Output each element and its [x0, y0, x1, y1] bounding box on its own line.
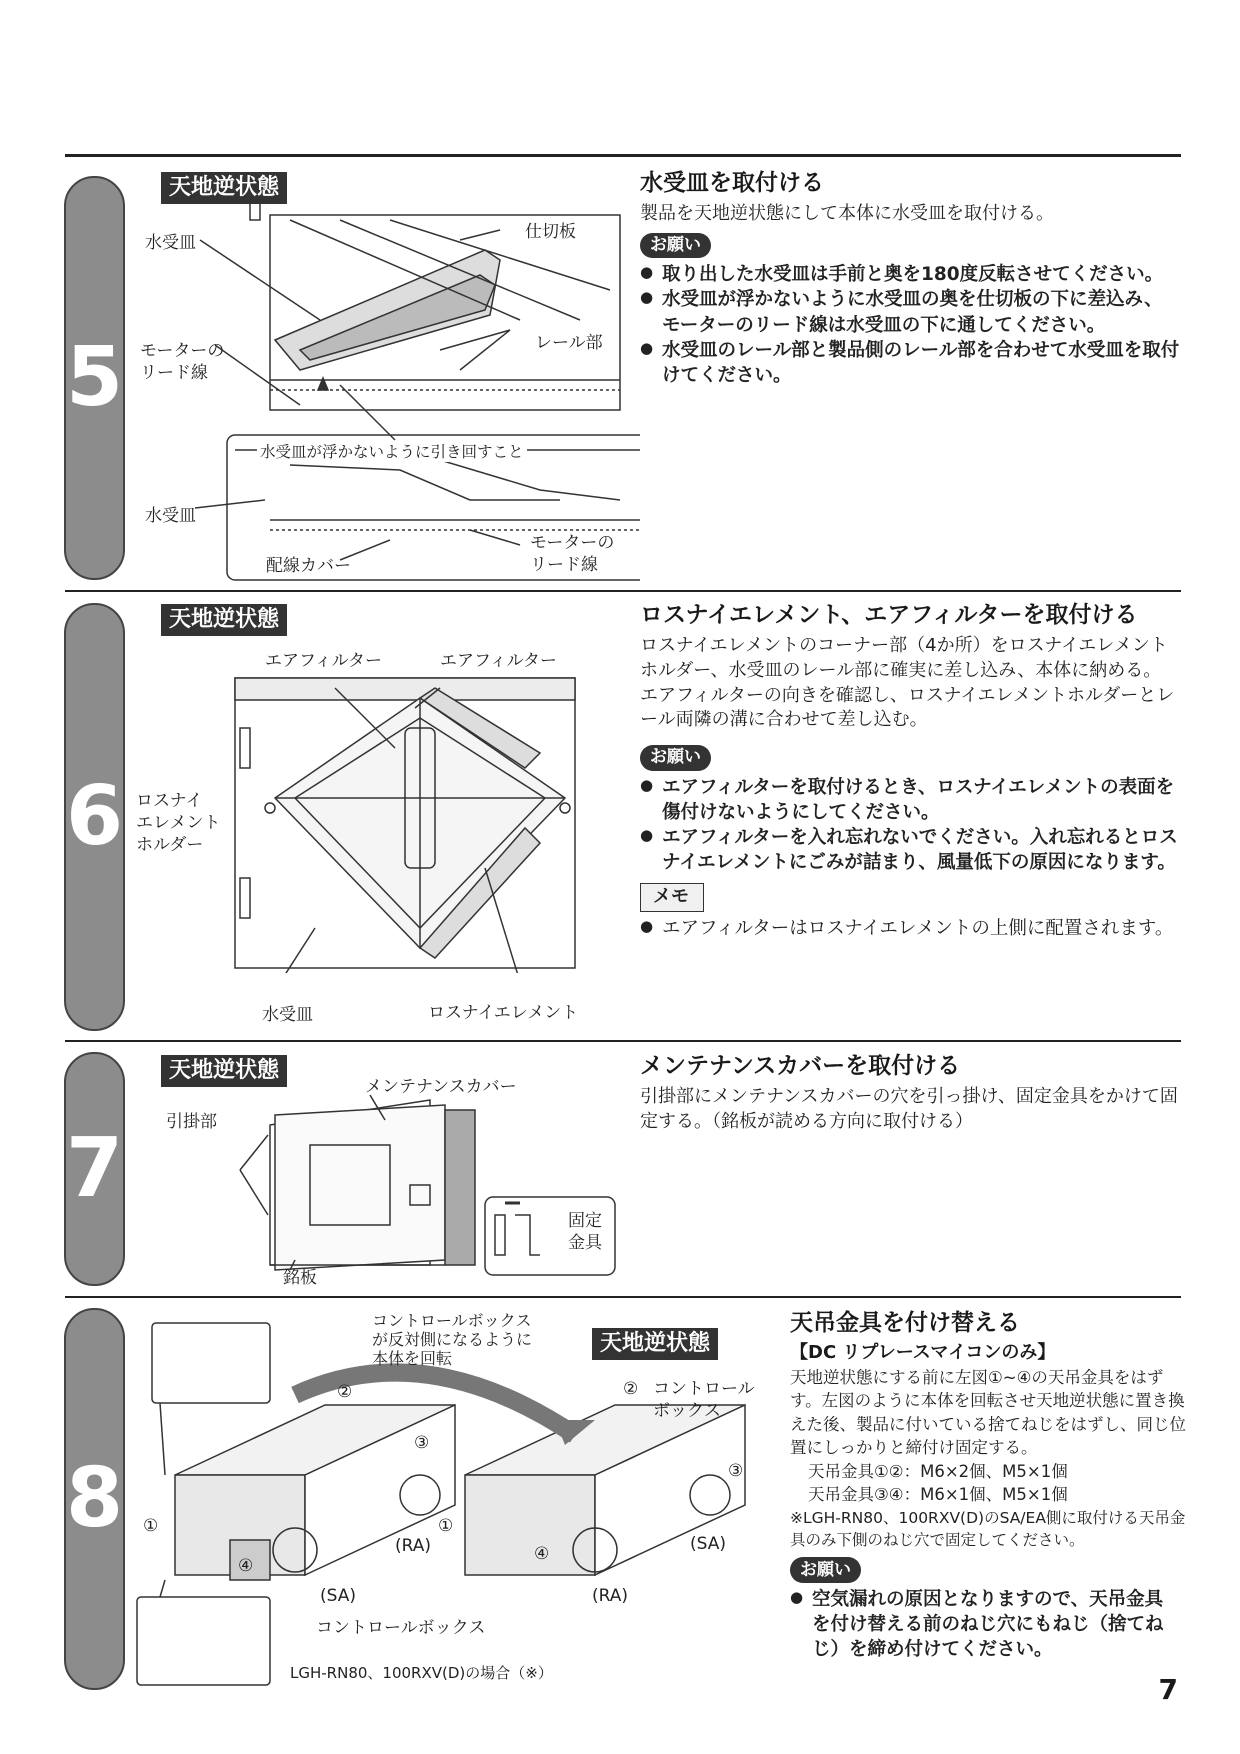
marker-4-right: ④ [534, 1544, 550, 1564]
label-water-tray: 水受皿 [145, 233, 196, 253]
request-badge: お願い [790, 1557, 861, 1583]
step-8-title: 天吊金具を付け替える [790, 1310, 1020, 1336]
label-air-filter-2: エアフィルター [440, 651, 557, 671]
label-motor-lead: モーターの リード線 [140, 341, 225, 384]
marker-3-left: ③ [414, 1433, 430, 1453]
label-control-box-left: コントロールボックス [316, 1618, 486, 1638]
step-6-illustration [225, 668, 585, 973]
marker-3-right: ③ [728, 1461, 744, 1481]
spec-1: 天吊金具①②：M6×2個、M5×1個 [808, 1461, 1068, 1481]
label-wiring-cover: 配線カバー [266, 556, 351, 576]
step-8-intro: 天地逆状態にする前に左図①~④の天吊金具をはずす。左図のように本体を回転させ天地逆状態に置き換えた後、製品に付いている捨てねじをはずし、同じ位置にしっかりと締付け固定する。 [790, 1368, 1186, 1458]
label-water-tray-2: 水受皿 [145, 506, 196, 526]
label-partition: 仕切板 [525, 222, 576, 242]
bullet: ● エアフィルターを入れ忘れないでください。入れ忘れるとロスナイエレメントにごみが詰まり、風量低下の原因になります。 [640, 825, 1180, 875]
step-number: 6 [65, 769, 124, 864]
marker-2-right: ② [623, 1379, 639, 1399]
label-ra-left: (RA) [395, 1536, 432, 1556]
label-ra-right: (RA) [592, 1586, 629, 1606]
step-7-intro: 引掛部にメンテナンスカバーの穴を引っ掛け、固定金具をかけて固定する。（銘板が読める方向に取付ける） [640, 1086, 1178, 1132]
memo-badge: メモ [640, 883, 704, 912]
step-5-bullets [640, 262, 1180, 388]
marker-4-left: ④ [238, 1556, 254, 1576]
label-hook: 引掛部 [166, 1112, 217, 1132]
marker-1-left: ① [143, 1516, 159, 1536]
step-8-subtitle: 【DC リプレースマイコンのみ】 [790, 1342, 1056, 1363]
orientation-tag: 天地逆状態 [161, 1055, 287, 1087]
request-badge: お願い [640, 745, 711, 770]
label-fixing-bracket: 固定 金具 [568, 1211, 602, 1254]
step-8-text [790, 1366, 1190, 1662]
bullet: ● 空気漏れの原因となりますので、天吊金具を付け替える前のねじ穴にもねじ（捨てねじ）を締め付けてください。 [790, 1587, 1180, 1662]
divider-7-8 [65, 1296, 1181, 1298]
divider-6-7 [65, 1040, 1181, 1042]
step-8-tab [64, 1308, 125, 1690]
step-5-text [640, 202, 1180, 388]
step-6-intro: ロスナイエレメントのコーナー部（4か所）をロスナイエレメントホルダー、水受皿のレール部に確実に差し込み、本体に納める。 エアフィルターの向きを確認し、ロスナイエレメントホルダーとレール両隣の溝に合わせて差し込む。 [640, 635, 1175, 731]
bullet: ● エアフィルターはロスナイエレメントの上側に配置されます。 [640, 916, 1180, 941]
step-7-tab [64, 1052, 125, 1286]
callout-routing: 水受皿が浮かないように引き回すこと [257, 442, 527, 462]
step-5-intro: 製品を天地逆状態にして本体に水受皿を取付ける。 [640, 203, 1054, 224]
label-motor-lead-2: モーターの リード線 [530, 533, 615, 576]
label-rotate-note: コントロールボックス が反対側になるように 本体を回転 [372, 1311, 533, 1369]
step-5-illustration [140, 200, 640, 585]
step-5-title: 水受皿を取付ける [640, 170, 824, 196]
label-air-filter-1: エアフィルター [265, 651, 382, 671]
bullet: ● エアフィルターを取付けるとき、ロスナイエレメントの表面を傷付けないようにしてください。 [640, 775, 1180, 825]
orientation-tag: 天地逆状態 [161, 604, 287, 636]
label-control-box-right: コントロール ボックス [653, 1379, 755, 1422]
step-6-title: ロスナイエレメント、エアフィルターを取付ける [640, 602, 1138, 628]
label-element-holder: ロスナイ エレメント ホルダー [136, 791, 221, 856]
bullet: ● 取り出した水受皿は手前と奥を180度反転させてください。 [640, 262, 1180, 287]
page-number: 7 [1158, 1673, 1178, 1706]
label-maintenance-cover: メンテナンスカバー [365, 1077, 517, 1097]
step-number: 5 [65, 330, 124, 425]
step-7-title: メンテナンスカバーを取付ける [640, 1053, 961, 1079]
orientation-tag: 天地逆状態 [592, 1328, 718, 1360]
marker-2-left: ② [337, 1382, 353, 1402]
spec-note: ※LGH-RN80、100RXV(D)のSA/EA側に取付ける天吊金具のみ下側のねじ穴で固定してください。 [790, 1508, 1186, 1549]
label-sa-right: (SA) [690, 1534, 727, 1554]
step-7-illustration [230, 1085, 620, 1280]
label-lossnay-element: ロスナイエレメント [428, 1003, 579, 1023]
step-number: 7 [65, 1121, 124, 1216]
request-badge: お願い [640, 233, 711, 258]
label-rail: レール部 [535, 333, 603, 353]
step-5-tab [64, 176, 125, 580]
step-6-tab [64, 603, 125, 1031]
memo-bullets [640, 916, 1180, 941]
divider-5-6 [65, 590, 1181, 592]
step-6-bullets [640, 775, 1180, 876]
step-number: 8 [65, 1451, 124, 1546]
step-6-text [640, 634, 1180, 941]
label-nameplate: 銘板 [283, 1268, 317, 1288]
bullet: ● 水受皿のレール部と製品側のレール部を合わせて水受皿を取付けてください。 [640, 338, 1180, 388]
top-rule [65, 154, 1181, 157]
marker-1-right: ① [438, 1516, 454, 1536]
step-8-bullets [790, 1587, 1180, 1662]
label-case-note: LGH-RN80、100RXV(D)の場合（※） [290, 1664, 553, 1682]
bullet: ● 水受皿が浮かないように水受皿の奥を仕切板の下に差込み、モーターのリード線は水受皿の下に通してください。 [640, 287, 1180, 337]
spec-2: 天吊金具③④：M6×1個、M5×1個 [808, 1485, 1068, 1505]
label-sa-left: (SA) [320, 1586, 357, 1606]
orientation-tag: 天地逆状態 [161, 172, 287, 204]
label-water-tray: 水受皿 [262, 1005, 313, 1025]
